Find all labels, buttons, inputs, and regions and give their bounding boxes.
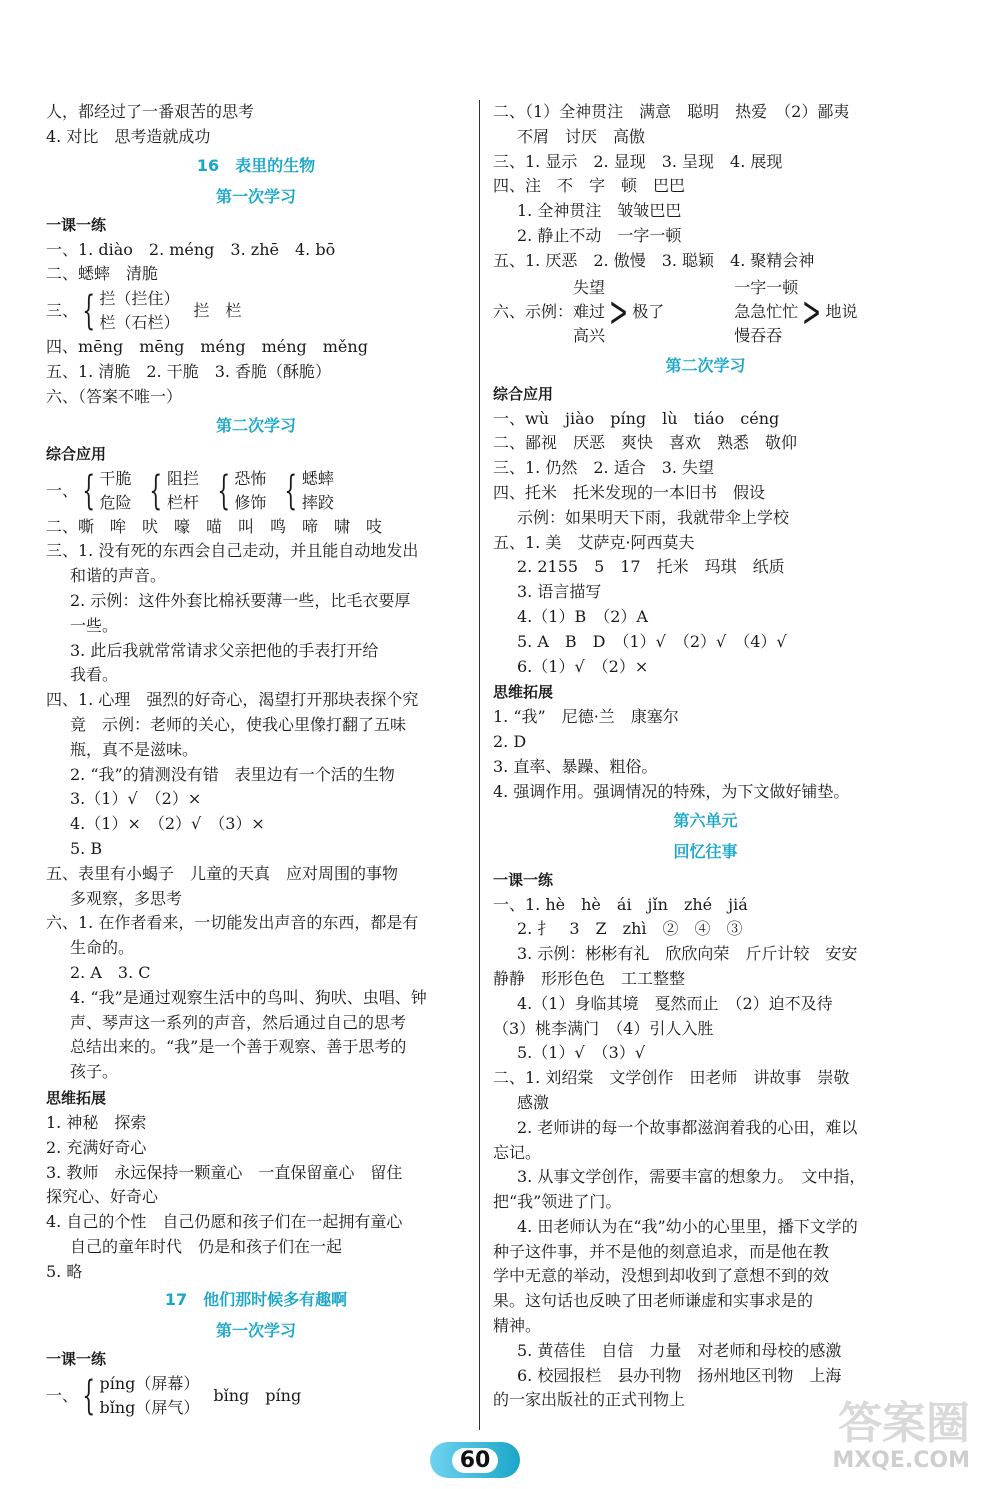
text-line: 3. 语言描写 xyxy=(517,582,602,602)
text-line: 4. 自己的个性 自己仍愿和孩子们在一起拥有童心 xyxy=(46,1212,403,1232)
text-line: 忘记。 xyxy=(493,1142,542,1162)
text-line: 3. 教师 永远保持一颗童心 一直保留童心 留住 xyxy=(46,1162,403,1182)
text-line: 栏杆 xyxy=(166,492,199,512)
page-number: 60 xyxy=(452,1448,499,1473)
text-prefix: 一、 xyxy=(46,1386,79,1406)
text-line: 和谐的声音。 xyxy=(70,566,167,586)
lesson-title: 回忆往事 xyxy=(673,841,738,861)
text-line: 3.（1）√ （2）× xyxy=(70,789,202,809)
text-line: bǐng píng xyxy=(213,1386,302,1406)
text-line: 二、嘶 哞 吠 嚎 喵 叫 鸣 啼 啸 吱 xyxy=(46,516,383,536)
text-line: 一字一顿 xyxy=(734,277,799,297)
text-line: 恐怖 xyxy=(234,468,267,488)
lesson-title: 16 表里的生物 xyxy=(196,155,316,175)
text-line: 二、鄙视 厌恶 爽快 喜欢 熟悉 敬仰 xyxy=(493,433,798,453)
text-line: 三、1. 没有死的东西会自己走动，并且能自动地发出 xyxy=(46,541,419,561)
brace-group xyxy=(46,467,466,515)
text-line: 6.（1）√ （2）× xyxy=(517,656,649,676)
text-line: 二、（1）全神贯注 满意 聪明 热爱 （2）鄙夷 xyxy=(493,102,850,121)
text-line: 1. “我” 尼德·兰 康塞尔 xyxy=(493,707,679,727)
text-line: 一、wù jiào píng lù tiáo céng xyxy=(493,408,780,428)
text-line: 3. 此后我就常常请求父亲把他的手表打开给 xyxy=(70,640,379,660)
watermark-logo xyxy=(780,1400,970,1480)
text-line: 一些。 xyxy=(70,615,119,635)
text-line: 慢吞吞 xyxy=(734,325,783,345)
text-line: 人，都经过了一番艰苦的思考 xyxy=(46,102,255,121)
text-line: 不屑 讨厌 高傲 xyxy=(517,126,646,146)
text-prefix: 六、示例： xyxy=(493,301,574,321)
section-title: 第一次学习 xyxy=(215,1321,296,1341)
text-line: 四、1. 心理 强烈的好奇心，渴望打开那块表探个究 xyxy=(46,690,419,710)
text-line: 5.（1）√ （3）√ xyxy=(517,1043,646,1063)
text-line: 二、1. 刘绍棠 文学创作 田老师 讲故事 崇敬 xyxy=(493,1068,850,1088)
brace-icon: { xyxy=(82,467,96,514)
text-line: 种子这件事，并不是他的刻意追求，而是他在教 xyxy=(493,1241,830,1261)
text-line: 5. 黄蓓佳 自信 力量 对老师和母校的感激 xyxy=(517,1340,842,1360)
text-line: 2. “我”的猜测没有错 表里边有一个活的生物 xyxy=(70,764,395,784)
text-line: 栏（石栏） xyxy=(99,313,180,333)
text-line: 3. 示例：彬彬有礼 欣欣向荣 斤斤计较 安安 xyxy=(517,944,858,964)
text-line: 瓶，真不是滋味。 xyxy=(70,739,199,759)
text-line: 六、（答案不唯一） xyxy=(46,386,183,406)
text-line: 的一家出版社的正式刊物上 xyxy=(493,1390,686,1410)
text-line: 一、1. diào 2. méng 3. zhē 4. bō xyxy=(46,239,336,259)
watermark-url: MXQE.COM xyxy=(832,1448,970,1473)
text-line: 5. 略 xyxy=(46,1261,83,1281)
lesson-title: 17 他们那时候多有趣啊 xyxy=(164,1290,348,1310)
text-line: 四、托米 托米发现的一本旧书 假设 xyxy=(493,482,766,502)
text-line: 孩子。 xyxy=(70,1062,119,1082)
text-line: 干脆 xyxy=(99,468,132,488)
text-line: 精神。 xyxy=(493,1316,542,1336)
text-line: 摔跤 xyxy=(301,492,334,512)
text-line: 4.（1）身临其境 戛然而止 （2）迫不及待 xyxy=(517,993,833,1013)
brace-icon: { xyxy=(284,467,298,514)
text-line: 4. 田老师认为在“我”幼小的心里里，播下文学的 xyxy=(517,1216,858,1236)
text-line: 2. 静止不动 一字一顿 xyxy=(517,225,682,245)
text-line: 声、琴声这一系列的声音，然后通过自己的思考 xyxy=(70,1012,407,1032)
text-line: 五、1. 清脆 2. 干脆 3. 香脆（酥脆） xyxy=(46,361,332,381)
text-line: 探究心、好奇心 xyxy=(46,1187,159,1207)
text-line: 多观察，多思考 xyxy=(70,888,183,908)
brace-group xyxy=(46,287,466,335)
text-line: 1. 全神贯注 皱皱巴巴 xyxy=(517,201,682,221)
text-line: 学中无意的举动，没想到却收到了意想不到的效 xyxy=(493,1266,830,1286)
text-line: 3. 从事文学创作，需要丰富的想象力。 文中指， xyxy=(517,1167,866,1187)
text-line: píng（屏幕） xyxy=(99,1374,200,1394)
text-line: 拦（拦住） xyxy=(99,289,180,309)
text-line: bǐng（屏气） xyxy=(99,1398,200,1418)
subsection-heading: 一课一练 xyxy=(46,215,107,234)
text-line: 五、1. 美 艾萨克·阿西莫夫 xyxy=(493,532,695,552)
text-line: 竟 示例：老师的关心，使我心里像打翻了五味 xyxy=(70,714,407,734)
brace-icon: { xyxy=(217,467,231,514)
text-line: （3）桃李满门 （4）引人入胜 xyxy=(493,1018,714,1038)
arrow-icon: > xyxy=(802,286,822,336)
subsection-heading: 思维拓展 xyxy=(46,1088,107,1107)
text-line: 2. 扌 3 Z zhì ② ④ ③ xyxy=(517,919,743,939)
text-line: 果。这句话也反映了田老师谦虚和实事求是的 xyxy=(493,1291,814,1311)
text-line: 2. A 3. C xyxy=(70,962,151,982)
text-prefix: 三、 xyxy=(46,301,79,321)
text-line: 4.（1）× （2）√ （3）× xyxy=(70,814,265,834)
text-line: 2. D xyxy=(493,732,527,752)
text-line: 地说 xyxy=(825,301,858,321)
text-line: 把“我”领进了门。 xyxy=(493,1192,622,1212)
subsection-heading: 综合应用 xyxy=(493,384,554,403)
text-line: 3. 直率、暴躁、粗俗。 xyxy=(493,756,658,776)
text-line: 自己的童年时代 仍是和孩子们在一起 xyxy=(70,1236,343,1256)
text-line: 2. 示例：这件外套比棉袄要薄一些，比毛衣要厚 xyxy=(70,590,411,610)
text-line: 静静 形形色色 工工整整 xyxy=(493,968,686,988)
text-line: 三、1. 仍然 2. 适合 3. 失望 xyxy=(493,458,715,478)
subsection-heading: 一课一练 xyxy=(46,1350,107,1369)
text-line: 失望 xyxy=(573,277,606,297)
text-line: 危险 xyxy=(99,492,132,512)
arrow-icon: > xyxy=(608,286,629,336)
text-line: 4. 对比 思考造就成功 xyxy=(46,126,211,146)
text-line: 总结出来的。“我”是一个善于观察、善于思考的 xyxy=(70,1037,407,1057)
text-line: 高兴 xyxy=(573,325,606,345)
text-line: 修饰 xyxy=(234,492,267,512)
text-line: 六、1. 在作者看来，一切能发出声音的东西，都是有 xyxy=(46,913,419,933)
unit-title: 第六单元 xyxy=(673,810,738,830)
text-line: 二、蟋蟀 清脆 xyxy=(46,264,159,284)
text-line: 拦 栏 xyxy=(193,301,242,321)
column-divider xyxy=(479,100,480,1430)
text-line: 5. B xyxy=(70,838,103,858)
right-column xyxy=(493,100,918,1413)
text-line: 2. 2155 5 17 托米 玛琪 纸质 xyxy=(517,557,785,577)
left-column xyxy=(46,100,466,1420)
section-title: 第二次学习 xyxy=(215,415,296,435)
subsection-heading: 一课一练 xyxy=(493,870,554,889)
text-line: 极了 xyxy=(632,301,665,321)
text-line: 难过 xyxy=(573,301,606,321)
text-line: 6. 校园报栏 县办刊物 扬州地区刊物 上海 xyxy=(517,1365,842,1385)
text-line: 一、1. hè hè ái jǐn zhé jiá xyxy=(493,894,748,914)
text-line: 五、表里有小蝎子 儿童的天真 应对周围的事物 xyxy=(46,863,399,883)
section-title: 第二次学习 xyxy=(665,355,746,375)
page-number-badge xyxy=(430,1442,520,1478)
text-line: 4. 强调作用。强调情况的特殊，为下文做好铺垫。 xyxy=(493,781,850,801)
brace-icon: { xyxy=(149,467,163,514)
text-line: 2. 老师讲的每一个故事都滋润着我的心田，难以 xyxy=(517,1117,858,1137)
text-line: 示例：如果明天下雨，我就带伞上学校 xyxy=(517,507,790,527)
text-line: 感激 xyxy=(517,1092,550,1112)
text-line: 四、注 不 字 顿 巴巴 xyxy=(493,176,686,196)
text-line: 急急忙忙 xyxy=(734,301,799,321)
brace-icon: { xyxy=(82,1373,96,1420)
subsection-heading: 综合应用 xyxy=(46,444,107,463)
text-line: 蟋蟀 xyxy=(301,468,334,488)
brace-icon: { xyxy=(82,288,96,335)
text-line: 生命的。 xyxy=(70,938,135,958)
text-line: 2. 充满好奇心 xyxy=(46,1137,147,1157)
text-line: 1. 神秘 探索 xyxy=(46,1112,147,1132)
text-line: 4.（1）B （2）A xyxy=(517,606,648,626)
text-line: 阻拦 xyxy=(166,468,199,488)
text-line: 我看。 xyxy=(70,665,119,685)
example-mapping xyxy=(493,276,918,348)
text-line: 三、1. 显示 2. 显现 3. 呈现 4. 展现 xyxy=(493,151,783,171)
text-line: 五、1. 厌恶 2. 傲慢 3. 聪颖 4. 聚精会神 xyxy=(493,250,815,270)
text-line: 4. “我”是通过观察生活中的鸟叫、狗吠、虫唱、钟 xyxy=(70,987,427,1007)
subsection-heading: 思维拓展 xyxy=(493,683,554,702)
text-line: 四、mēng mēng méng méng měng xyxy=(46,337,368,357)
section-title: 第一次学习 xyxy=(215,186,296,206)
brace-group xyxy=(46,1372,466,1420)
watermark-text: 答案圈 xyxy=(838,1398,970,1449)
text-prefix: 一、 xyxy=(46,480,79,500)
text-line: 5. A B D （1）√ （2）√ （4）√ xyxy=(517,631,787,651)
